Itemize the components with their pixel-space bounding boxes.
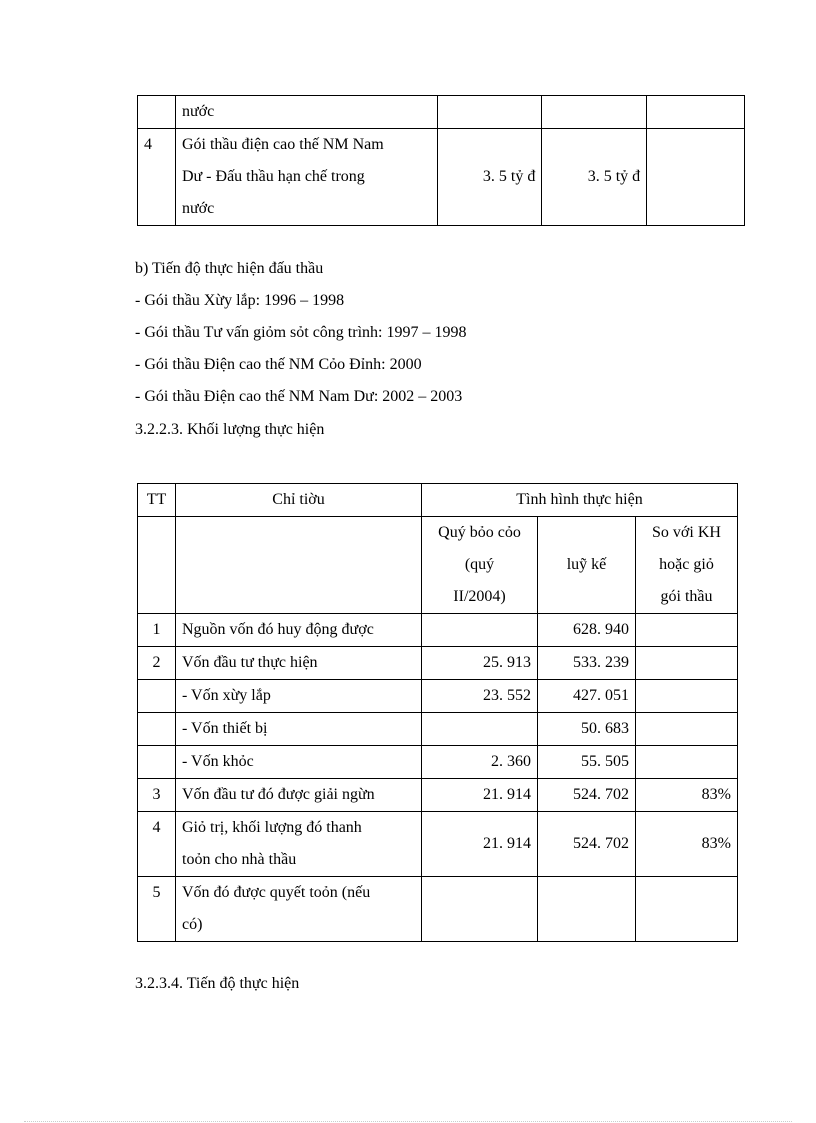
table-cell-value xyxy=(437,96,542,129)
list-item: - Gói thầu Xừy lắp: 1996 – 1998 xyxy=(135,292,345,309)
header-cumulative: luỹ kế xyxy=(538,517,636,614)
cell-compare xyxy=(636,746,738,779)
section-heading-3234: 3.2.3.4. Tiến độ thực hiện xyxy=(135,975,300,992)
cell-line: có) xyxy=(182,916,203,933)
section-heading-3223: 3.2.2.3. Khối lượng thực hiện xyxy=(135,421,325,438)
cell-tt: 3 xyxy=(138,779,176,812)
table-header-row xyxy=(138,484,738,517)
cell-indicator: - Vốn thiết bị xyxy=(176,713,422,746)
cell-compare: 83% xyxy=(636,779,738,812)
table-row xyxy=(138,680,738,713)
cell-quarter xyxy=(422,614,538,647)
section-b-heading: b) Tiến độ thực hiện đấu thầu xyxy=(135,260,324,277)
table-row xyxy=(138,96,745,129)
cell-line: Dư - Đấu thầu hạn chế trong xyxy=(181,168,365,185)
list-item: - Gói thầu Điện cao thế NM Nam Dư: 2002 – 2003 xyxy=(135,388,463,405)
table-cell-name xyxy=(175,129,437,226)
cell-line: toỏn cho nhà thầu xyxy=(182,851,297,868)
table-row xyxy=(138,713,738,746)
cell-quarter: 2. 360 xyxy=(422,746,538,779)
header-indicator: Chỉ tiờu xyxy=(176,484,422,517)
cell-line: Giỏ trị, khối lượng đó thanh xyxy=(182,819,362,836)
table-row xyxy=(138,647,738,680)
cell-indicator: - Vốn xừy lắp xyxy=(176,680,422,713)
cell-tt: 1 xyxy=(138,614,176,647)
cell-quarter xyxy=(422,877,538,942)
cell-line: Vốn đó được quyết toỏn (nếu xyxy=(182,884,371,901)
cell-line: Quý bỏo cỏo xyxy=(438,524,521,541)
header-empty xyxy=(138,517,176,614)
cell-tt: 2 xyxy=(138,647,176,680)
header-tt: TT xyxy=(138,484,176,517)
cell-line: (quý xyxy=(464,556,495,573)
cell-quarter: 25. 913 xyxy=(422,647,538,680)
cell-compare: 83% xyxy=(636,812,738,877)
cell-cumulative: 427. 051 xyxy=(538,680,636,713)
cell-compare xyxy=(636,713,738,746)
cell-quarter xyxy=(422,713,538,746)
cell-indicator: Vốn đầu tư đó được giải ngừn xyxy=(176,779,422,812)
list-item: - Gói thầu Điện cao thế NM Cỏo Đỉnh: 2000 xyxy=(135,356,422,373)
cell-indicator: Nguồn vốn đó huy động được xyxy=(176,614,422,647)
cell-compare xyxy=(636,877,738,942)
header-compare xyxy=(636,517,738,614)
cell-cumulative xyxy=(538,877,636,942)
cell-line: So với KH xyxy=(652,524,721,541)
cell-cumulative: 628. 940 xyxy=(538,614,636,647)
cell-indicator: - Vốn khỏc xyxy=(176,746,422,779)
table-row xyxy=(138,614,738,647)
cell-tt: 5 xyxy=(138,877,176,942)
header-group: Tình hình thực hiện xyxy=(422,484,738,517)
cell-compare xyxy=(636,614,738,647)
cell-quarter: 23. 552 xyxy=(422,680,538,713)
cell-compare xyxy=(636,680,738,713)
cell-compare xyxy=(636,647,738,680)
table-cell-value xyxy=(647,96,745,129)
table-cell-value: 3. 5 tỷ đ xyxy=(437,129,542,226)
cell-tt xyxy=(138,746,176,779)
bidding-package-table xyxy=(137,95,745,226)
cell-line: Gói thầu điện cao thế NM Nam xyxy=(181,136,384,153)
table-row xyxy=(138,877,738,942)
cell-line: hoặc giỏ xyxy=(659,556,714,573)
cell-tt: 4 xyxy=(138,812,176,877)
cell-indicator xyxy=(176,812,422,877)
list-item: - Gói thầu Tư vấn giỏm sỏt công trình: 1997 – 1998 xyxy=(135,324,467,341)
cell-quarter: 21. 914 xyxy=(422,779,538,812)
cell-quarter: 21. 914 xyxy=(422,812,538,877)
table-row xyxy=(138,746,738,779)
cell-tt xyxy=(138,680,176,713)
table-cell-value xyxy=(647,129,745,226)
cell-line: nước xyxy=(181,200,215,217)
header-quarter xyxy=(422,517,538,614)
table-row xyxy=(138,779,738,812)
table-header-row xyxy=(138,517,738,614)
cell-cumulative: 524. 702 xyxy=(538,779,636,812)
progress-table xyxy=(137,483,738,942)
table-cell-value xyxy=(542,96,647,129)
table-row xyxy=(138,129,745,226)
cell-line: gói thầu xyxy=(660,588,713,605)
table-cell-name: nước xyxy=(175,96,437,129)
table-cell-no: 4 xyxy=(138,129,176,226)
cell-cumulative: 533. 239 xyxy=(538,647,636,680)
table-cell-no xyxy=(138,96,176,129)
cell-cumulative: 50. 683 xyxy=(538,713,636,746)
cell-indicator: Vốn đầu tư thực hiện xyxy=(176,647,422,680)
table-cell-value: 3. 5 tỷ đ xyxy=(542,129,647,226)
page-bottom-divider xyxy=(24,1121,792,1122)
cell-line: II/2004) xyxy=(453,588,506,605)
cell-indicator xyxy=(176,877,422,942)
table-row xyxy=(138,812,738,877)
cell-cumulative: 55. 505 xyxy=(538,746,636,779)
header-empty xyxy=(176,517,422,614)
cell-tt xyxy=(138,713,176,746)
cell-cumulative: 524. 702 xyxy=(538,812,636,877)
